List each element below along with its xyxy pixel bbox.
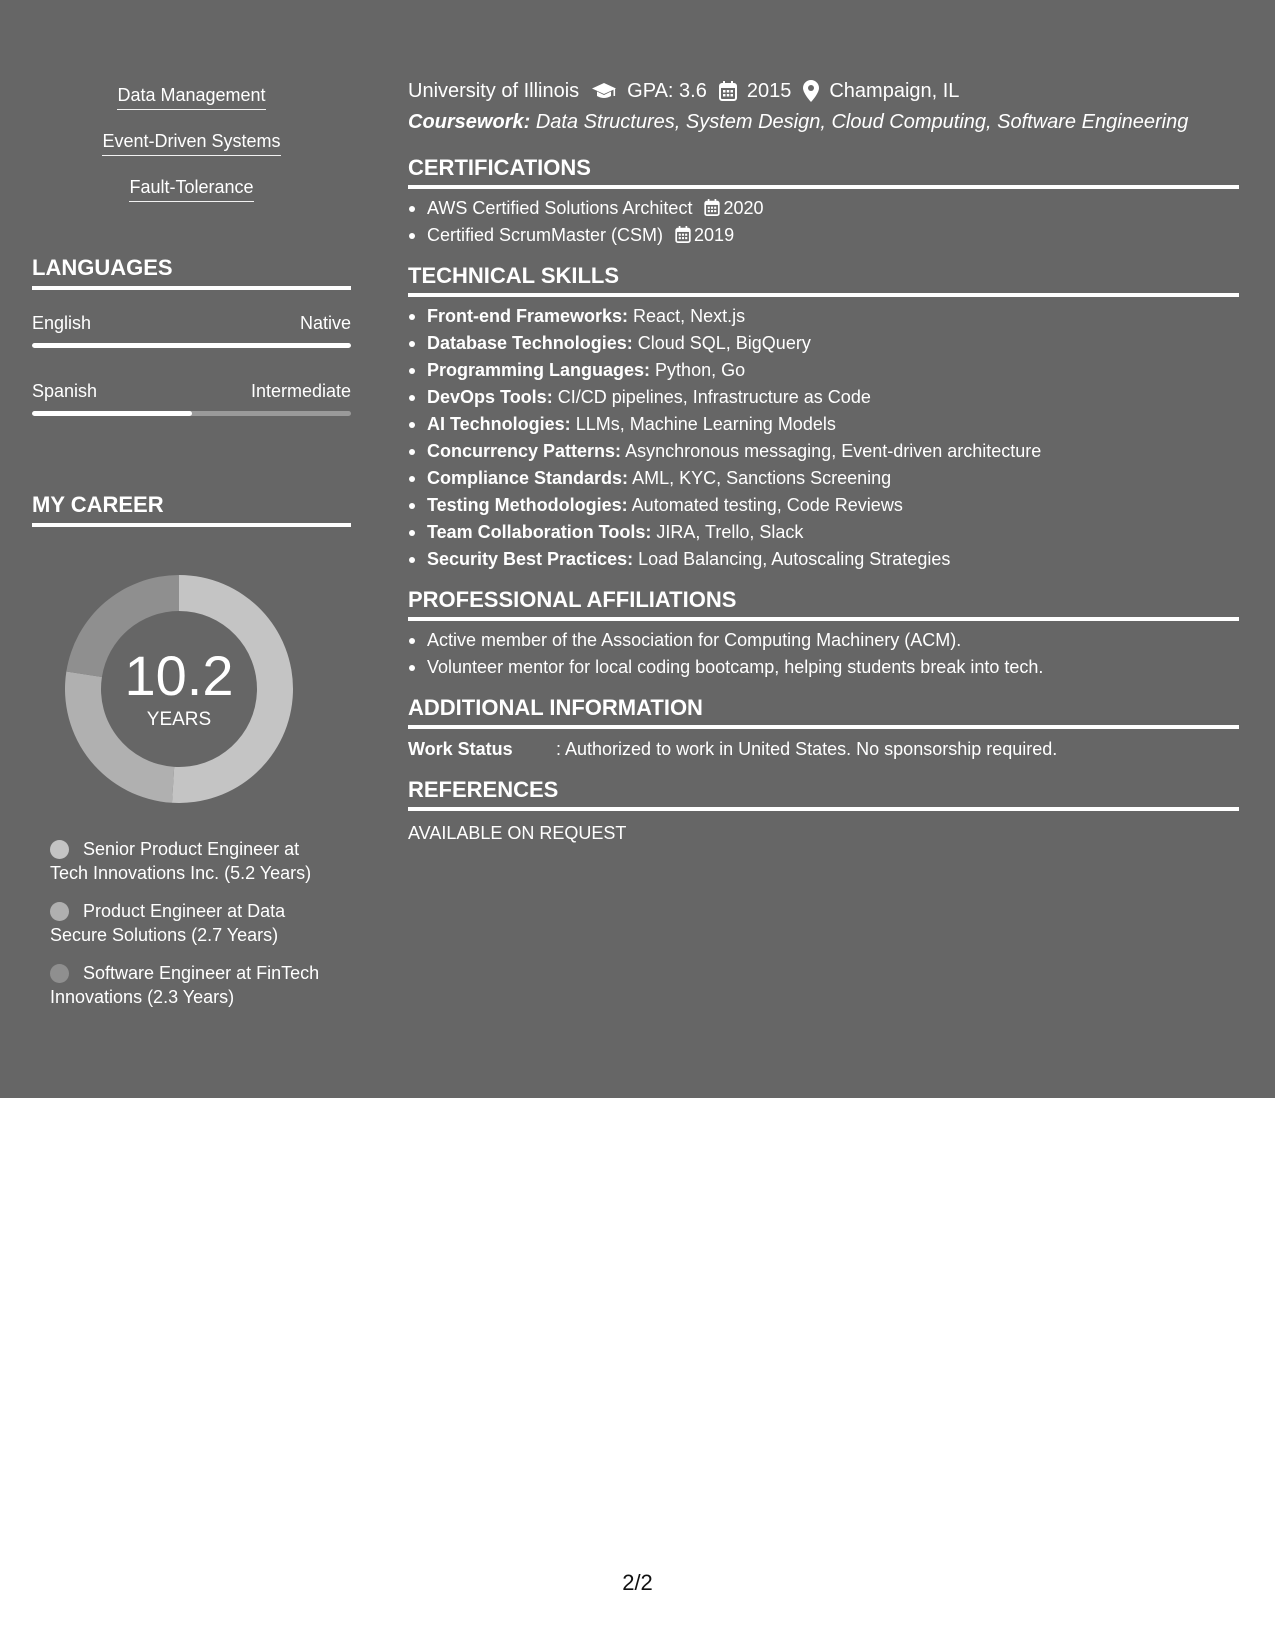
legend-dot-icon bbox=[50, 964, 69, 983]
gpa: GPA: 3.6 bbox=[627, 80, 707, 102]
calendar-icon bbox=[675, 226, 691, 243]
language-level: Intermediate bbox=[250, 381, 351, 401]
language-proficiency-bar bbox=[32, 343, 351, 348]
legend-dot-icon bbox=[50, 902, 69, 921]
affiliation-item: Active member of the Association for Computing Machinery (ACM). bbox=[408, 627, 1239, 654]
additional-info-heading: ADDITIONAL INFORMATION bbox=[408, 695, 1239, 729]
technical-skills-list bbox=[408, 303, 1239, 573]
skill-item: Concurrency Patterns: Asynchronous messaging, Event-driven architecture bbox=[408, 438, 1239, 465]
language-name: Spanish bbox=[32, 381, 98, 401]
references-text: AVAILABLE ON REQUEST bbox=[408, 823, 627, 843]
work-status-label: Work Status bbox=[408, 739, 513, 759]
language-level: Native bbox=[299, 313, 351, 333]
language-proficiency-fill bbox=[32, 343, 351, 348]
language-proficiency-fill bbox=[32, 411, 192, 416]
language-item-spanish bbox=[32, 380, 351, 416]
languages-heading: LANGUAGES bbox=[32, 255, 351, 290]
school-name: University of Illinois bbox=[408, 80, 580, 102]
career-heading: MY CAREER bbox=[32, 492, 351, 527]
career-total-years: 10.2 bbox=[124, 644, 234, 707]
graduation-cap-icon bbox=[591, 81, 617, 101]
calendar-icon bbox=[719, 81, 737, 101]
certifications-list bbox=[408, 195, 1239, 249]
coursework-line bbox=[408, 109, 1239, 135]
references-heading: REFERENCES bbox=[408, 777, 1239, 811]
language-name: English bbox=[32, 313, 92, 333]
education-line bbox=[408, 78, 1239, 104]
career-legend-item: Software Engineer at FinTech Innovations (2.3 Years) bbox=[50, 963, 320, 1007]
location-pin-icon bbox=[803, 80, 819, 102]
career-donut-chart bbox=[65, 575, 293, 803]
skill-tags bbox=[32, 84, 351, 222]
skill-item: Front-end Frameworks: React, Next.js bbox=[408, 303, 1239, 330]
skill-item: Testing Methodologies: Automated testing, Code Reviews bbox=[408, 492, 1239, 519]
left-column bbox=[32, 84, 351, 1007]
career-total-unit: YEARS bbox=[146, 709, 212, 730]
right-column bbox=[408, 78, 1239, 845]
affiliation-item: Volunteer mentor for local coding bootcamp, helping students break into tech. bbox=[408, 654, 1239, 681]
work-status-value: : Authorized to work in United States. No sponsorship required. bbox=[556, 739, 1058, 759]
legend-dot-icon bbox=[50, 840, 69, 859]
skill-item: Security Best Practices: Load Balancing, Autoscaling Strategies bbox=[408, 546, 1239, 573]
affiliations-heading: PROFESSIONAL AFFILIATIONS bbox=[408, 587, 1239, 621]
skill-tag: Data Management bbox=[117, 84, 265, 110]
skill-item: Team Collaboration Tools: JIRA, Trello, Slack bbox=[408, 519, 1239, 546]
certification-item: AWS Certified Solutions Architect 2020 bbox=[408, 195, 1239, 222]
skill-item: Database Technologies: Cloud SQL, BigQuery bbox=[408, 330, 1239, 357]
school-location: Champaign, IL bbox=[829, 80, 960, 102]
language-proficiency-bar bbox=[32, 411, 351, 416]
career-legend-item: Product Engineer at Data Secure Solutions (2.7 Years) bbox=[50, 901, 286, 945]
skill-tag: Event-Driven Systems bbox=[102, 130, 280, 156]
career-legend-item: Senior Product Engineer at Tech Innovations Inc. (5.2 Years) bbox=[50, 839, 312, 883]
skill-item: Compliance Standards: AML, KYC, Sanctions Screening bbox=[408, 465, 1239, 492]
language-item-english bbox=[32, 312, 351, 348]
graduation-year: 2015 bbox=[746, 80, 792, 102]
calendar-icon bbox=[704, 199, 720, 216]
coursework-list: Data Structures, System Design, Cloud Computing, Software Engineering bbox=[535, 111, 1189, 133]
coursework-label: Coursework: bbox=[408, 111, 531, 133]
certifications-heading: CERTIFICATIONS bbox=[408, 155, 1239, 189]
skill-item: DevOps Tools: CI/CD pipelines, Infrastructure as Code bbox=[408, 384, 1239, 411]
work-status-row bbox=[408, 737, 1239, 761]
technical-skills-heading: TECHNICAL SKILLS bbox=[408, 263, 1239, 297]
skill-tag: Fault-Tolerance bbox=[129, 176, 253, 202]
skill-item: AI Technologies: LLMs, Machine Learning Models bbox=[408, 411, 1239, 438]
page-number: 2/2 bbox=[622, 1570, 653, 1595]
career-legend bbox=[50, 837, 340, 1023]
skill-item: Programming Languages: Python, Go bbox=[408, 357, 1239, 384]
affiliations-list bbox=[408, 627, 1239, 681]
certification-item: Certified ScrumMaster (CSM) 2019 bbox=[408, 222, 1239, 249]
